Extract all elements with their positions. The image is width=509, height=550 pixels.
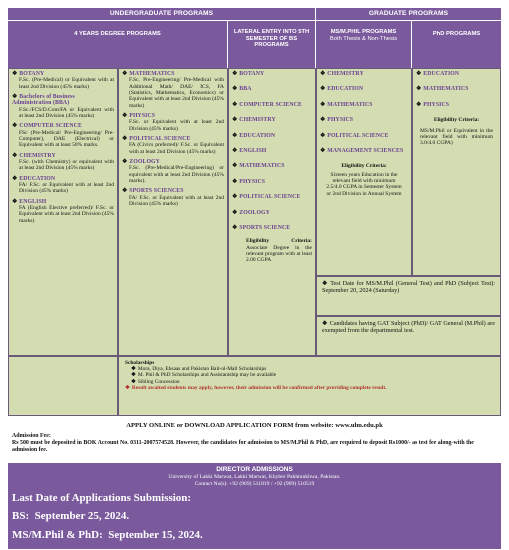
program-title: PHYSICS (129, 112, 156, 119)
deadline-title: Last Date of Applications Submission: (12, 492, 192, 504)
ms-program-list (320, 71, 408, 154)
bullet-icon: ❖ (232, 225, 238, 232)
bullet-icon: ❖ (122, 71, 128, 77)
bullet-icon: ❖ (322, 320, 328, 327)
program-title: POLITICAL SCIENCE (129, 135, 191, 142)
program-requirement: FA (English Elective preferred)/ F.Sc. or Equivalent with at least 2nd Division (45% marks) (19, 205, 115, 224)
bullet-icon: ❖ (122, 158, 128, 165)
bullet-icon: ❖ (12, 175, 18, 182)
bullet-icon: ❖ (320, 132, 326, 139)
bullet-icon: ❖ (131, 378, 136, 385)
program-title: CHEMISTRY (327, 71, 364, 77)
program-item (122, 113, 224, 132)
program-item (122, 159, 224, 184)
director-address: University of Lakki Marwat, Lakki Marwat, Khyber Pakhtunkhwa, Pakistan. (168, 474, 341, 480)
ms-header-title: MS/M.PHIL PROGRAMS (330, 29, 397, 35)
bullet-icon: ❖ (232, 71, 238, 77)
program-item (12, 176, 114, 195)
scholarship-left-filler (8, 356, 118, 416)
program-title: PHYSICS (239, 178, 266, 185)
program-item (232, 117, 312, 123)
phd-column (412, 68, 501, 276)
director-contact: Contact No(s): +92 (969) 511819 / +92 (969) 510519 (194, 481, 315, 487)
bullet-icon: ❖ (232, 117, 238, 124)
bullet-icon: ❖ (232, 148, 238, 155)
ms-eligibility-label: Eligibility Criteria: (341, 163, 387, 170)
lateral-eligibility-label: Eligibility Criteria: (246, 238, 312, 245)
bullet-icon: ❖ (416, 101, 422, 108)
program-title: COMPUTER SCIENCE (239, 101, 302, 108)
bullet-icon: ❖ (320, 71, 326, 77)
phd-eligibility-text: MS/M.Phil or Equivalent in the relevant field with minimum 3.0/4.0 CGPA) (420, 127, 493, 147)
program-item (12, 153, 114, 172)
program-title: Bachelors of Business Administration (BBA) (12, 94, 75, 107)
program-title: ENGLISH (19, 198, 47, 205)
program-title: ZOOLOGY (129, 158, 160, 165)
program-title: BOTANY (239, 71, 265, 77)
bullet-icon: ❖ (322, 280, 329, 287)
phd-program-list (416, 71, 497, 108)
program-title: PHYSICS (423, 101, 450, 108)
program-item (232, 86, 312, 92)
scholarship-text: M. Phil & PhD Scholarships and Assistantship may be available (137, 372, 277, 379)
test-note-2 (316, 316, 501, 356)
program-item (232, 163, 312, 169)
program-title: SPORTS SCIENCE (239, 225, 291, 232)
scholarships-label: Scholarships (125, 360, 155, 366)
bullet-icon: ❖ (320, 148, 326, 155)
ms-eligibility-text: Sixteen years Education in the relevant field with minimum 2.5/4.0 CGPA in Semester System or 2nd Division in Annual System (326, 171, 402, 197)
program-requirement: F.Sc. (Pre-Medical/Pre-Engineering) or equivalent with at least 2nd Division (45% marks). (129, 165, 224, 184)
program-item (232, 210, 312, 216)
ms-column (316, 68, 412, 276)
test-note-1 (316, 276, 501, 316)
bullet-icon: ❖ (232, 101, 238, 108)
program-requirement: F.Sc. (with Chemistry) or equivalent with at least 2nd Division (45% marks) (19, 159, 114, 172)
program-title: BBA (239, 86, 252, 93)
bullet-icon: ❖ (131, 372, 136, 379)
program-title: MATHEMATICS (327, 101, 373, 108)
deadline-bs: BS: September 25, 2024. (12, 510, 130, 522)
bullet-icon: ❖ (12, 152, 18, 159)
bs-programs-column-1 (8, 68, 118, 356)
phd-eligibility-label: Eligibility Criteria: (433, 117, 480, 124)
fee-section (12, 433, 498, 465)
program-item (416, 86, 497, 92)
ms-header-subtitle: Both Thesis & Non-Thesis (329, 35, 398, 42)
program-title: COMPUTER SCIENCE (19, 123, 82, 130)
bullet-icon: ❖ (232, 86, 238, 93)
test-note-1-text: Test Date for MS/M.Phil (General Test) and PhD (Subject Test): September 20, 2024 (Saturday) (322, 280, 495, 294)
four-year-header: 4 YEARS DEGREE PROGRAMS (8, 21, 227, 68)
bullet-icon: ❖ (12, 71, 18, 77)
graduate-header: GRADUATE PROGRAMS (316, 8, 501, 20)
program-item (122, 188, 224, 207)
program-title: EDUCATION (19, 175, 56, 182)
program-requirement: FSc (Pre-Medical/ Pre-Engineering/ Pre-Computer), DAE (Electrical) or Equivalent with at least 50% marks. (19, 129, 114, 149)
scholarship-note-text: Result awaited students may apply, however, their admission will be confirmed after providing complete result. (131, 384, 387, 391)
program-item (232, 225, 312, 231)
ms-header (316, 21, 411, 68)
program-title: MANAGEMENT SCIENCES (327, 148, 404, 155)
program-title: MATHEMATICS (129, 71, 175, 77)
lateral-eligibility (232, 238, 312, 263)
bullet-icon: ❖ (416, 71, 422, 77)
program-title: POLITICAL SCIENCE (239, 194, 301, 201)
program-title: POLITICAL SCIENCE (327, 132, 389, 139)
program-item (416, 102, 497, 108)
program-item (232, 148, 312, 154)
program-title: ENGLISH (239, 148, 267, 155)
bullet-icon: ❖ (320, 117, 326, 124)
bullet-icon: ❖ (125, 384, 130, 391)
program-title: ZOOLOGY (239, 209, 270, 216)
program-requirement: FA/ F.Sc. or Equivalent with at least 2nd Division (45% marks) (129, 194, 224, 207)
program-requirement: FA/ F.Sc. or Equivalent with at least 2nd Division (45% marks) (19, 182, 114, 195)
program-item (12, 199, 114, 224)
scholarship-list (125, 366, 494, 385)
scholarship-text: Mora, Diya, Ehsaas and Pakistan Bait-ul-Mall Scholarships (137, 366, 267, 373)
bullet-icon: ❖ (232, 178, 238, 185)
bullet-icon: ❖ (232, 194, 238, 201)
program-item (320, 133, 408, 139)
program-title: SPORTS SCIENCES (129, 188, 184, 195)
program-item (232, 194, 312, 200)
program-requirement: F.Sc. or Equivalent with at least 2nd Division (45% marks) (129, 119, 224, 132)
lateral-program-list (232, 71, 312, 231)
program-title: MATHEMATICS (239, 163, 285, 170)
program-item (122, 136, 224, 155)
program-item (416, 71, 497, 77)
program-requirement: F.Sc. Pre-Engineering/ Pre-Medical with Additional Math/ DAE/ ICS, FA (Statistics, Mathematics, Economics) or Equivalent with at least 2nd Division (45% marks) (129, 77, 225, 109)
program-requirement: FA (Civics preferred)/ F.Sc. or Equivalent with at least 2nd Division (45% marks) (129, 142, 224, 155)
scholarship-note (125, 385, 494, 391)
fee-text: Rs 500 must be deposited in BOK Account No. 0311-2007574528. However, the candidates for admission to MS/M.Phil & PhD, are required to deposit Rs1000/- as test fee along-with the admission fee. (12, 440, 474, 453)
program-requirement: F.Sc./FCS/D.Com/FA or Equivalent with at least 2nd Division (45% marks) (19, 106, 114, 120)
bullet-icon: ❖ (416, 86, 422, 93)
phd-eligibility (416, 117, 497, 146)
lateral-eligibility-text: Associate Degree in the relevant program with at least 2.00 CGPA (246, 244, 312, 264)
undergrad-header: UNDERGRADUATE PROGRAMS (8, 8, 315, 20)
program-item (320, 117, 408, 123)
program-item (232, 102, 312, 108)
bullet-icon: ❖ (232, 132, 238, 139)
fee-label: Admission Fee: (12, 433, 51, 439)
program-item (320, 86, 408, 92)
program-title: EDUCATION (327, 86, 364, 93)
bullet-icon: ❖ (12, 198, 18, 205)
bs-programs-column-2 (118, 68, 228, 356)
bullet-icon: ❖ (122, 135, 128, 142)
program-title: MATHEMATICS (423, 86, 469, 93)
director-title: DIRECTOR ADMISSIONS (216, 466, 293, 473)
program-requirement: F.Sc. (Pre-Medical) or Equivalent with at least 2nd Division (45% marks) (19, 77, 114, 90)
program-item (320, 102, 408, 108)
director-box (8, 463, 501, 549)
phd-header: PhD PROGRAMS (412, 21, 501, 68)
scholarship-text: Sibling Concession (137, 378, 180, 385)
program-item (12, 94, 114, 119)
program-title: PHYSICS (327, 117, 354, 124)
bullet-icon: ❖ (320, 86, 326, 93)
scholarships-box (118, 356, 501, 416)
bullet-icon: ❖ (320, 101, 326, 108)
bullet-icon: ❖ (122, 188, 128, 195)
program-item (12, 123, 114, 148)
program-item (232, 71, 312, 77)
program-title: EDUCATION (239, 132, 276, 139)
bullet-icon: ❖ (232, 163, 238, 170)
program-title: CHEMISTRY (239, 117, 276, 124)
deadline-ms: MS/M.Phil & PhD: September 15, 2024. (12, 529, 203, 541)
test-note-2-text: Candidates having GAT Subject (PhD)/ GAT General (M.Phil) are exempted from the departmental test. (322, 320, 495, 334)
program-title: EDUCATION (423, 71, 460, 77)
program-item (232, 133, 312, 139)
bullet-icon: ❖ (131, 366, 136, 373)
program-item (12, 71, 114, 90)
bullet-icon: ❖ (232, 209, 238, 216)
bullet-icon: ❖ (12, 123, 18, 130)
lateral-header: LATERAL ENTRY INTO 5TH SEMESTER OF BS PROGRAMS (228, 21, 315, 68)
program-item (320, 148, 408, 154)
bullet-icon: ❖ (122, 112, 128, 119)
program-title: CHEMISTRY (19, 152, 56, 159)
program-item (320, 71, 408, 77)
apply-line: APPLY ONLINE or DOWNLOAD APPLICATION FORM from website: www.ulm.edu.pk (126, 422, 383, 429)
program-item (232, 179, 312, 185)
program-title: BOTANY (19, 71, 45, 77)
program-item (122, 71, 224, 109)
bullet-icon: ❖ (12, 94, 18, 100)
lateral-column (228, 68, 316, 356)
ms-eligibility (320, 163, 408, 196)
